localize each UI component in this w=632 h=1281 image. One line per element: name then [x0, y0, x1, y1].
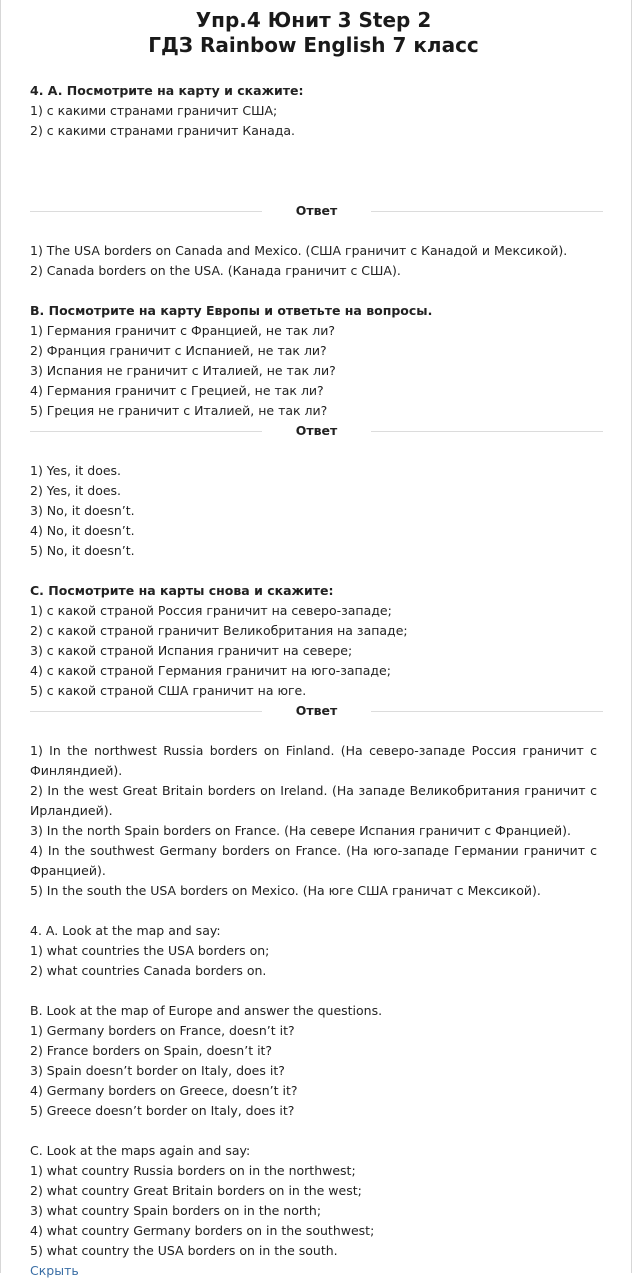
task-b-item: 4) Германия граничит с Грецией, не так ли?	[30, 383, 324, 398]
title-line-1: Упр.4 Юнит 3 Step 2	[195, 8, 432, 32]
task-c-heading: C. Посмотрите на карты снова и скажите:	[30, 583, 334, 598]
task-b-item: 5) Греция не граничит с Италией, не так ли?	[30, 403, 328, 418]
translation-a-line: 4. A. Look at the map and say:	[30, 923, 221, 938]
translation-b-line: 1) Germany borders on France, doesn’t it?	[30, 1023, 295, 1038]
task-b-item: 2) Франция граничит с Испанией, не так ли?	[30, 343, 327, 358]
answer-divider	[30, 701, 603, 721]
exercise-content	[30, 81, 597, 1281]
answer-c-item: 5) In the south the USA borders on Mexico. (На юге США граничат с Мексикой).	[30, 883, 541, 898]
answer-divider	[30, 421, 603, 441]
translation-b-line: 5) Greece doesn’t border on Italy, does it?	[30, 1103, 295, 1118]
translation-a-line: 1) what countries the USA borders on;	[30, 943, 270, 958]
answer-a-item: 2) Canada borders on the USA. (Канада граничит с США).	[30, 263, 401, 278]
task-c-item: 3) с какой страной Испания граничит на севере;	[30, 643, 353, 658]
translation-c-line: 4) what country Germany borders on in the southwest;	[30, 1223, 375, 1238]
task-a-item: 2) с какими странами граничит Канада.	[30, 123, 296, 138]
translation-b-line: 2) France borders on Spain, doesn’t it?	[30, 1043, 273, 1058]
translation-c-line: 2) what country Great Britain borders on in the west;	[30, 1183, 362, 1198]
answer-b-item: 1) Yes, it does.	[30, 463, 122, 478]
task-a-item: 1) с какими странами граничит США;	[30, 103, 278, 118]
answer-c-item: 2) In the west Great Britain borders on Ireland. (На западе Великобритания граничит с Ирландией).	[30, 783, 597, 818]
translation-b-line: B. Look at the map of Europe and answer the questions.	[30, 1003, 383, 1018]
hide-link[interactable]: Скрыть	[30, 1263, 79, 1278]
answer-c-item: 4) In the southwest Germany borders on France. (На юго-западе Германии граничит с Францией).	[30, 843, 597, 878]
answer-b-item: 2) Yes, it does.	[30, 483, 122, 498]
task-c-item: 2) с какой страной граничит Великобритания на западе;	[30, 623, 408, 638]
translation-a-line: 2) what countries Canada borders on.	[30, 963, 267, 978]
translation-b-line: 3) Spain doesn’t border on Italy, does it?	[30, 1063, 285, 1078]
task-b-item: 3) Испания не граничит с Италией, не так ли?	[30, 363, 336, 378]
answer-b-item: 3) No, it doesn’t.	[30, 503, 135, 518]
page-title	[30, 8, 597, 58]
answer-label: Ответ	[295, 203, 338, 218]
answer-c-item: 1) In the northwest Russia borders on Finland. (На северо-западе Россия граничит с Финляндией).	[30, 743, 597, 778]
answer-label: Ответ	[295, 423, 338, 438]
task-c-item: 4) с какой страной Германия граничит на юго-западе;	[30, 663, 391, 678]
answer-b-item: 5) No, it doesn’t.	[30, 543, 135, 558]
answer-a-item: 1) The USA borders on Canada and Mexico. (США граничит с Канадой и Мексикой).	[30, 243, 568, 258]
task-c-item: 1) с какой страной Россия граничит на северо-западе;	[30, 603, 392, 618]
title-line-2: ГДЗ Rainbow English 7 класс	[148, 33, 479, 57]
translation-c-line: 3) what country Spain borders on in the north;	[30, 1203, 322, 1218]
answer-label: Ответ	[295, 703, 338, 718]
answer-divider	[30, 201, 603, 221]
translation-b-line: 4) Germany borders on Greece, doesn’t it?	[30, 1083, 298, 1098]
answer-b-item: 4) No, it doesn’t.	[30, 523, 135, 538]
task-b-heading: B. Посмотрите на карту Европы и ответьте на вопросы.	[30, 303, 433, 318]
translation-c-line: 1) what country Russia borders on in the northwest;	[30, 1163, 356, 1178]
task-b-item: 1) Германия граничит с Францией, не так ли?	[30, 323, 335, 338]
task-a-heading: 4. A. Посмотрите на карту и скажите:	[30, 83, 304, 98]
task-c-item: 5) с какой страной США граничит на юге.	[30, 683, 307, 698]
translation-c-line: C. Look at the maps again and say:	[30, 1143, 251, 1158]
translation-c-line: 5) what country the USA borders on in the south.	[30, 1243, 338, 1258]
page	[1, 0, 631, 1281]
answer-c-item: 3) In the north Spain borders on France. (На севере Испания граничит с Францией).	[30, 823, 571, 838]
